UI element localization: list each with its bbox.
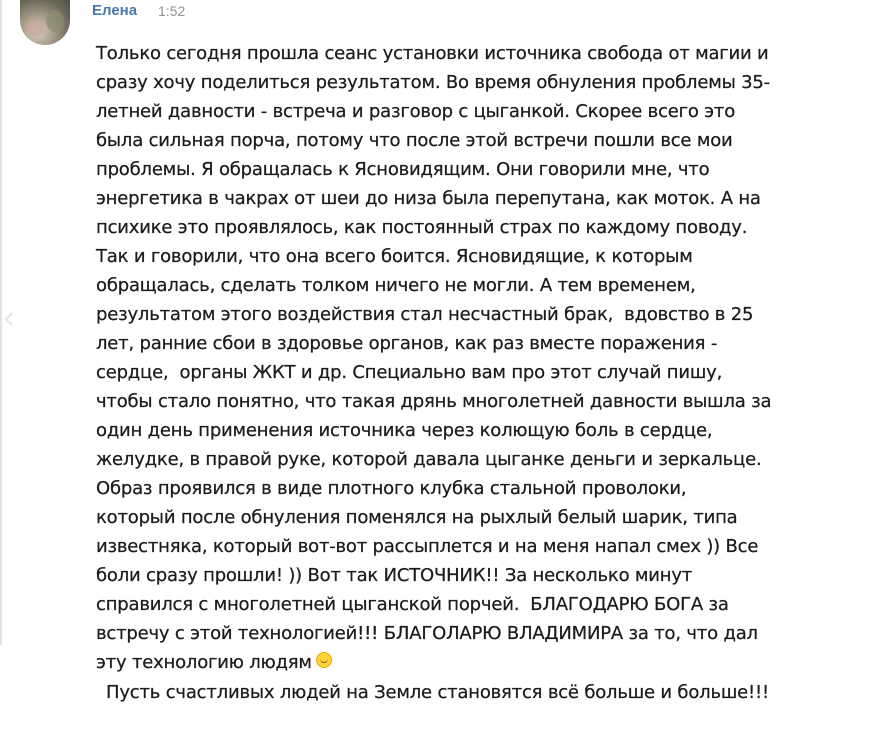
message-line: известняка, который вот-вот рассыплется и на меня напал смех )) Все xyxy=(96,536,759,557)
message-line: один день применения источника через колющую боль в сердце, xyxy=(96,420,713,441)
message-line: психике это проявлялось, как постоянный страх по каждому поводу. xyxy=(96,217,748,238)
smile-emoji-icon xyxy=(316,652,332,668)
message-line: встречу с этой технологией!!! БЛАГОЛАРЮ ВЛАДИМИРА за то, что дал xyxy=(96,623,758,644)
message-line-last xyxy=(96,648,856,677)
message-line: была сильная порча, потому что после этой встречи пошли все мои xyxy=(96,130,733,151)
message-line: боли сразу прошли! )) Вот так ИСТОЧНИК!! За несколько минут xyxy=(96,565,693,586)
message-line: результатом этого воздействия стал несчастный брак, вдовство в 25 xyxy=(96,304,754,325)
message-line: обращалась, сделать толком ничего не могли. А тем временем, xyxy=(96,275,696,296)
message-line: который после обнуления поменялся на рыхлый белый шарик, типа xyxy=(96,507,738,528)
message-line: справился с многолетней цыганской порчей. БЛАГОДАРЮ БОГА за xyxy=(96,594,729,615)
post-time[interactable]: 1:52 xyxy=(158,3,186,19)
message-line: Только сегодня прошла сеанс установки источника свобода от магии и xyxy=(96,43,769,64)
chevron-left-icon[interactable]: ‹ xyxy=(2,298,16,338)
message-text xyxy=(96,39,856,677)
message-line: эту технологию людям xyxy=(96,652,312,673)
message-line: желудке, в правой руке, которой давала цыганке деньги и зеркальце. xyxy=(96,449,762,470)
message-line: сразу хочу поделиться результатом. Во время обнуления проблемы 35- xyxy=(96,72,770,93)
avatar[interactable] xyxy=(20,0,70,45)
message-line: лет, ранние сбои в здоровье органов, как раз вместе поражения - xyxy=(96,333,718,354)
message-line: энергетика в чакрах от шеи до низа была перепутана, как моток. А на xyxy=(96,188,761,209)
closing-line: Пусть счастливых людей на Земле становятся всё больше и больше!!! xyxy=(106,682,770,703)
message-line: проблемы. Я обращалась к Ясновидящим. Они говорили мне, что xyxy=(96,159,710,180)
message-line: Так и говорили, что она всего боится. Ясновидящие, к которым xyxy=(96,246,693,267)
message-line: Образ проявился в виде плотного клубка стальной проволоки, xyxy=(96,478,687,499)
message-line: чтобы стало понятно, что такая дрянь многолетней давности вышла за xyxy=(96,391,772,412)
author-name[interactable]: Елена xyxy=(92,2,138,19)
message-line: летней давности - встреча и разговор с цыганкой. Скорее всего это xyxy=(96,101,736,122)
message-line: сердце, органы ЖКТ и др. Специально вам про этот случай пишу, xyxy=(96,362,723,383)
